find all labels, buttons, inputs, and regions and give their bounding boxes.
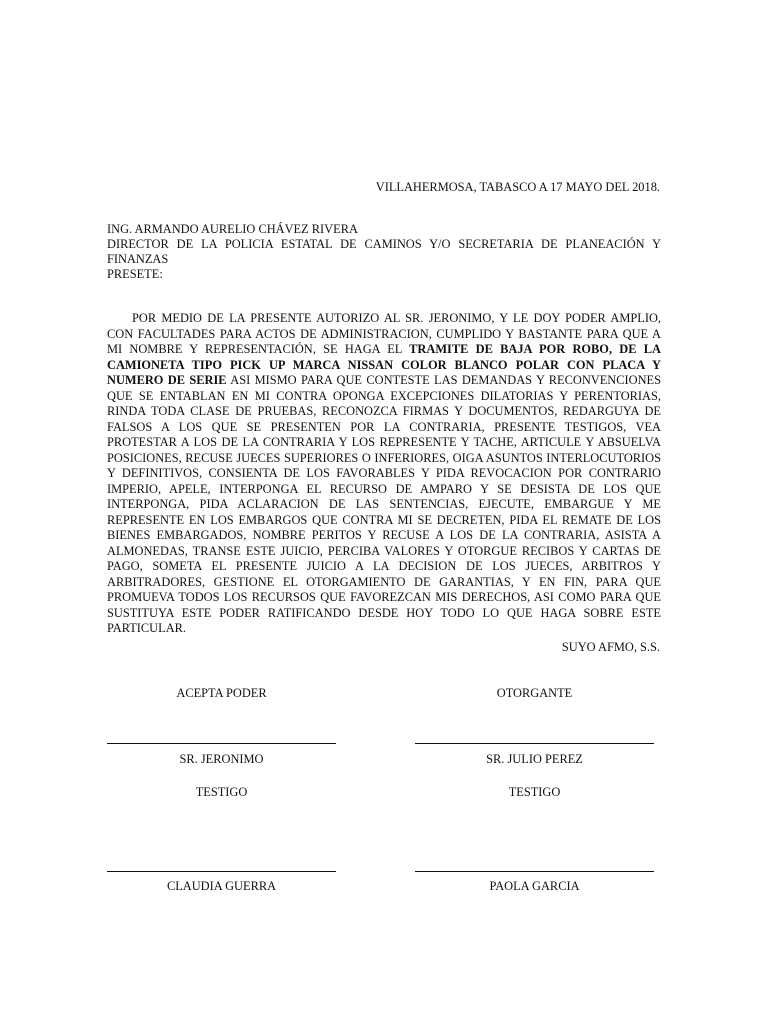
signature-line-witness-right [415,871,654,872]
signature-line-witness-left [107,871,336,872]
body-text-part1: POR MEDIO DE LA PRESENTE AUTORIZO AL SR. JERONIMO, Y LE DOY PODER AMPLIO, CON FACULTADES PARA ACTOS DE ADMINISTRACION, CUMPLIDO Y BASTANTE PARA QUE A MI NOMBRE Y REPRESENTACIÓN, SE HAGA EL [107,311,661,356]
body-text-bold: TRAMITE DE BAJA POR ROBO, DE LA CAMIONETA TIPO PICK UP MARCA NISSAN COLOR BLANCO POLAR CON PLACA Y NUMERO DE SERIE [107,342,661,387]
addressee-name: ING. ARMANDO AURELIO CHÁVEZ RIVERA [107,222,358,236]
body-paragraph [107,311,661,637]
witness-name-right: PAOLA GARCIA [489,879,580,893]
closing-line: SUYO AFMO, S.S. [561,640,660,654]
accept-power-label: ACEPTA PODER [176,686,267,700]
body-text-part2: ASI MISMO PARA QUE CONTESTE LAS DEMANDAS Y RECONVENCIONES QUE SE ENTABLAN EN MI CONTRA OPONGA EXCEPCIONES DILATORIAS Y PERENTORIAS, RINDA TODA CLASE DE PRUEBAS, RECONOZCA FIRMAS Y DOCUMENTOS, REDARGUYA DE FALSOS A LOS QUE SE PRESENTEN POR LA CONTRARIA, PRESENTE TESTIGOS, VEA PROTESTAR A LOS DE LA CONTRARIA Y LOS REPRESENTE Y TACHE, ARTICULE Y ABSUELVA POSICIONES, RECUSE JUECES SUPERIORES O INFERIORES, OIGA ASUNTOS INTERLOCUTORIOS Y DEFINITIVOS, CONSIENTA DE LOS FAVORABLES Y PIDA REVOCACION POR CONTRARIO IMPERIO, APELE, INTERPONGA EL RECURSO DE AMPARO Y SE DESISTA DE LOS QUE INTERPONGA, PIDA ACLARACION DE LAS SENTENCIAS, EJECUTE, EMBARGUE Y ME REPRESENTE EN LOS EMBARGOS QUE CONTRA MI SE DECRETEN, PIDA EL REMATE DE LOS BIENES EMBARGADOS, NOMBRE PERITOS Y RECUSE A LOS DE LA CONTRARIA, ASISTA A ALMONEDAS, TRANSE ESTE JUICIO, PERCIBA VALORES Y OTORGUE RECIBOS Y CARTAS DE PAGO, SOMETA EL PRESENTE JUICIO A LA DECISION DE LOS JUECES, ARBITROS Y ARBITRADORES, GESTIONE EL OTORGAMIENTO DE GARANTIAS, Y EN FIN, PARA QUE PROMUEVA TODOS LOS RECURSOS QUE FAVOREZCAN MIS DERECHOS, ASI COMO PARA QUE SUSTITUYA ESTE PODER RATIFICANDO DESDE HOY TODO LO QUE HAGA SOBRE ESTE PARTICULAR. [107,373,661,635]
witness-label-right: TESTIGO [508,785,561,799]
addressee-title: DIRECTOR DE LA POLICIA ESTATAL DE CAMINOS Y/O SECRETARIA DE PLANEACIÓN Y FINANZAS [107,237,661,266]
grantor-label: OTORGANTE [496,686,573,700]
witness-label-left: TESTIGO [195,785,248,799]
signature-line-grantor [415,743,654,744]
accept-signer-name: SR. JERONIMO [179,752,264,766]
addressee-block [107,222,661,282]
addressee-greeting: PRESETE: [107,267,163,281]
witness-name-left: CLAUDIA GUERRA [166,879,277,893]
signature-line-accept [107,743,336,744]
grantor-signer-name: SR. JULIO PEREZ [486,752,583,766]
date-line: VILLAHERMOSA, TABASCO A 17 MAYO DEL 2018. [375,180,660,194]
